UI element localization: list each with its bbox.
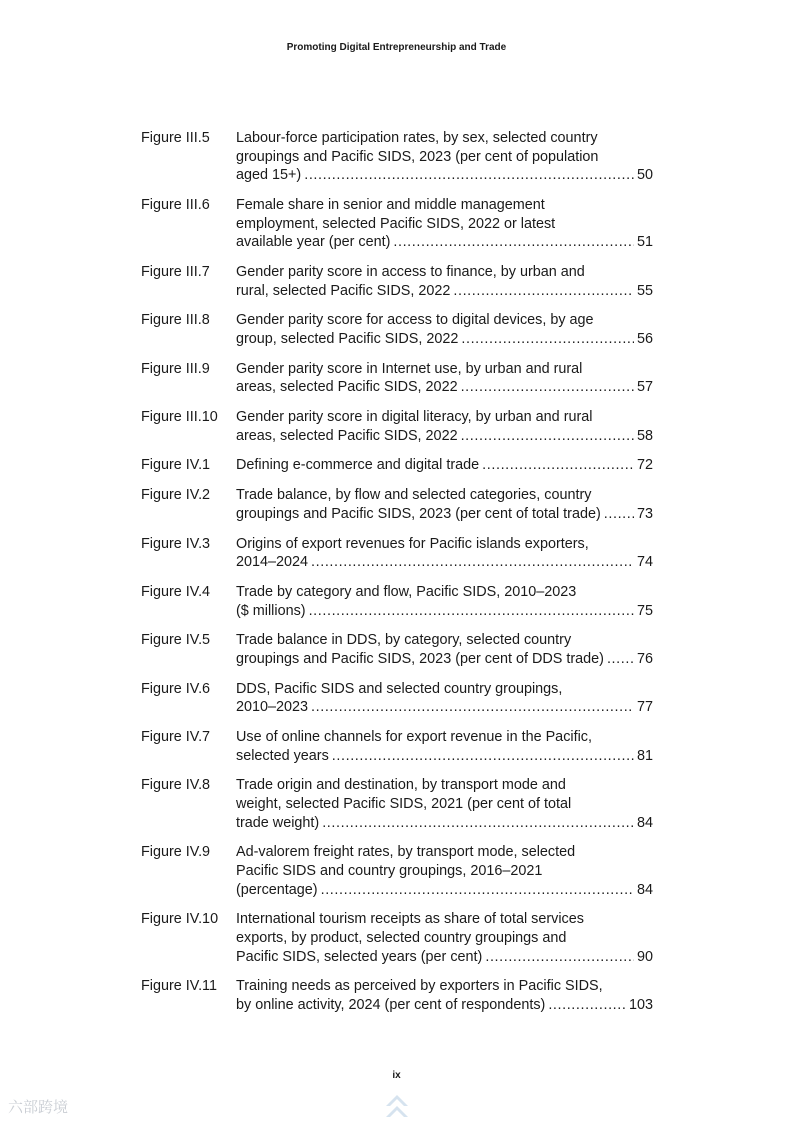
page-number: ix	[392, 1070, 401, 1081]
figure-label: Figure III.5	[141, 130, 210, 146]
figure-title	[236, 680, 653, 717]
figure-title-line: 2010–2023	[236, 699, 309, 716]
toc-entry[interactable]	[141, 776, 653, 832]
page-reference[interactable]: 72	[636, 457, 653, 474]
figure-label: Figure IV.8	[141, 777, 211, 794]
page-reference[interactable]: 57	[636, 379, 653, 396]
figure-title	[236, 843, 653, 899]
figure-title-last-line	[236, 553, 653, 572]
dot-leader	[548, 996, 626, 1015]
dot-leader	[322, 814, 634, 833]
figure-title	[236, 263, 653, 300]
running-header: Promoting Digital Entrepreneurship and Trade	[286, 42, 507, 53]
watermark: 六部跨境	[8, 1099, 69, 1116]
figure-label: Figure III.10	[141, 409, 218, 426]
page-reference[interactable]: 103	[628, 996, 653, 1013]
figure-title-line: Trade balance, by flow and selected categories, country	[236, 487, 592, 504]
figure-label: Figure IV.10	[141, 911, 219, 928]
figure-title-last-line	[236, 505, 653, 524]
figure-title-line: exports, by product, selected country groupings and	[236, 930, 567, 946]
figure-title-line: Trade balance in DDS, by category, selected country	[236, 632, 572, 649]
page-reference[interactable]: 84	[636, 814, 653, 831]
dot-leader	[607, 650, 634, 669]
dot-leader	[461, 330, 634, 349]
figure-label: Figure IV.9	[141, 844, 211, 861]
figure-title	[236, 535, 653, 572]
figure-title-line: aged 15+)	[236, 167, 302, 184]
page-reference[interactable]: 51	[636, 234, 653, 251]
toc-entry[interactable]	[141, 196, 653, 252]
figure-title-last-line	[236, 948, 653, 967]
figure-title-line: DDS, Pacific SIDS and selected country groupings,	[236, 680, 563, 697]
dot-leader	[393, 233, 634, 252]
toc-entry[interactable]	[141, 910, 653, 966]
page-reference[interactable]: 56	[636, 330, 653, 347]
figure-title-last-line	[236, 650, 653, 669]
figure-title	[236, 408, 653, 445]
page-reference[interactable]: 74	[636, 554, 653, 571]
figure-title-line: employment, selected Pacific SIDS, 2022 or latest	[236, 215, 556, 232]
figure-title	[236, 311, 653, 348]
figure-title-line: International tourism receipts as share of total services	[236, 911, 584, 928]
figure-title-line: selected years	[236, 747, 329, 764]
figure-title	[236, 486, 653, 523]
toc-entry[interactable]	[141, 631, 653, 668]
figure-label: Figure IV.11	[141, 978, 217, 995]
figure-title	[236, 360, 653, 397]
figure-title	[236, 728, 653, 765]
page-reference[interactable]: 73	[636, 505, 653, 522]
page-reference[interactable]: 84	[636, 881, 653, 898]
toc-entry[interactable]	[141, 408, 653, 445]
figure-label: Figure IV.2	[141, 487, 211, 504]
dot-leader	[304, 166, 634, 185]
figure-label: Figure IV.5	[141, 632, 211, 649]
figure-title-last-line	[236, 996, 653, 1015]
figure-title-line: Gender parity score for access to digital devices, by age	[236, 312, 594, 329]
figure-title-line: groupings and Pacific SIDS, 2023 (per cent of population	[236, 148, 599, 165]
figure-title-line: Labour-force participation rates, by sex, selected country	[236, 130, 598, 146]
figure-title-line: Gender parity score in digital literacy, by urban and rural	[236, 409, 593, 426]
figure-label: Figure IV.4	[141, 583, 211, 600]
figure-title-line: weight, selected Pacific SIDS, 2021 (per cent of total	[236, 796, 572, 813]
toc-entry[interactable]	[141, 263, 653, 300]
figure-title-line: Ad-valorem freight rates, by transport mode, selected	[236, 844, 576, 861]
figure-title-line: rural, selected Pacific SIDS, 2022	[236, 282, 451, 299]
dot-leader	[309, 602, 634, 621]
toc-entry[interactable]	[141, 680, 653, 717]
figure-title-line: groupings and Pacific SIDS, 2023 (per cent of DDS trade)	[236, 650, 604, 667]
dot-leader	[332, 747, 634, 766]
figure-title-line: (percentage)	[236, 881, 318, 898]
dot-leader	[461, 378, 634, 397]
figure-label: Figure IV.3	[141, 535, 211, 552]
figure-title-line: by online activity, 2024 (per cent of respondents)	[236, 996, 546, 1013]
page-reference[interactable]: 81	[636, 747, 653, 764]
figure-title-last-line	[236, 814, 653, 833]
toc-entry[interactable]	[141, 486, 653, 523]
dot-leader	[604, 505, 634, 524]
figure-title-line: ($ millions)	[236, 602, 306, 619]
toc-entry[interactable]	[141, 843, 653, 899]
dot-leader	[485, 948, 634, 967]
page-reference[interactable]: 75	[636, 602, 653, 619]
page-reference[interactable]: 58	[636, 427, 653, 444]
figure-title-line: Female share in senior and middle management	[236, 196, 545, 213]
dot-leader	[453, 282, 634, 301]
figure-title	[236, 583, 653, 620]
figure-title-line: group, selected Pacific SIDS, 2022	[236, 330, 459, 347]
figure-title-line: Pacific SIDS and country groupings, 2016–2021	[236, 863, 543, 880]
dot-leader	[321, 881, 634, 900]
figure-title	[236, 196, 653, 252]
page-reference[interactable]: 76	[636, 650, 653, 667]
figure-title-line: available year (per cent)	[236, 234, 391, 251]
toc-entry[interactable]	[141, 535, 653, 572]
chevron-up-icon	[383, 1090, 411, 1121]
figure-title-last-line	[236, 233, 653, 252]
figure-title-line: groupings and Pacific SIDS, 2023 (per cent of total trade)	[236, 505, 601, 522]
figure-title-line: Pacific SIDS, selected years (per cent)	[236, 948, 483, 965]
figure-label: Figure III.7	[141, 263, 210, 280]
dot-leader	[482, 456, 634, 475]
figure-title-line: Trade origin and destination, by transport mode and	[236, 777, 566, 794]
list-of-figures	[141, 129, 653, 1026]
figure-title-line: Use of online channels for export revenue in the Pacific,	[236, 729, 592, 746]
dot-leader	[461, 427, 634, 446]
figure-title	[236, 129, 653, 185]
figure-title-last-line	[236, 330, 653, 349]
toc-entry[interactable]	[141, 977, 653, 1014]
figure-title-line: 2014–2024	[236, 554, 309, 571]
figure-title	[236, 776, 653, 832]
dot-leader	[311, 553, 634, 572]
toc-entry[interactable]	[141, 311, 653, 348]
figure-label: Figure IV.6	[141, 680, 211, 697]
figure-title	[236, 631, 653, 668]
figure-title-last-line	[236, 166, 653, 185]
dot-leader	[311, 698, 634, 717]
figure-title	[236, 456, 653, 475]
figure-title-last-line	[236, 427, 653, 446]
figure-label: Figure III.8	[141, 312, 210, 329]
figure-title-line: trade weight)	[236, 814, 320, 831]
figure-title-line: Gender parity score in access to finance, by urban and	[236, 263, 585, 280]
figure-title-line: Gender parity score in Internet use, by urban and rural	[236, 360, 583, 377]
figure-title-last-line	[236, 282, 653, 301]
toc-entry[interactable]	[141, 360, 653, 397]
page-reference[interactable]: 55	[636, 282, 653, 299]
figure-title-line: Trade by category and flow, Pacific SIDS, 2010–2023	[236, 583, 577, 600]
page-reference[interactable]: 90	[636, 948, 653, 965]
page-reference[interactable]: 77	[636, 699, 653, 716]
page-reference[interactable]: 50	[636, 167, 653, 184]
figure-title-last-line	[236, 602, 653, 621]
toc-entry[interactable]	[141, 456, 653, 475]
figure-title	[236, 910, 653, 966]
figure-title-line: areas, selected Pacific SIDS, 2022	[236, 379, 458, 396]
figure-title-line: Training needs as perceived by exporters in Pacific SIDS,	[236, 978, 603, 995]
figure-label: Figure III.6	[141, 196, 210, 213]
figure-title-last-line	[236, 881, 653, 900]
figure-label: Figure IV.7	[141, 729, 211, 746]
figure-title-last-line	[236, 378, 653, 397]
figure-title-line: Origins of export revenues for Pacific islands exporters,	[236, 535, 589, 552]
toc-entry[interactable]	[141, 728, 653, 765]
figure-title-last-line	[236, 698, 653, 717]
figure-label: Figure IV.1	[141, 457, 211, 474]
figure-title-last-line	[236, 456, 653, 475]
figure-label: Figure III.9	[141, 360, 210, 377]
figure-title	[236, 977, 653, 1014]
toc-entry[interactable]	[141, 583, 653, 620]
figure-title-line: Defining e-commerce and digital trade	[236, 457, 480, 474]
toc-entry[interactable]	[141, 129, 653, 185]
figure-title-line: areas, selected Pacific SIDS, 2022	[236, 427, 458, 444]
figure-title-last-line	[236, 747, 653, 766]
